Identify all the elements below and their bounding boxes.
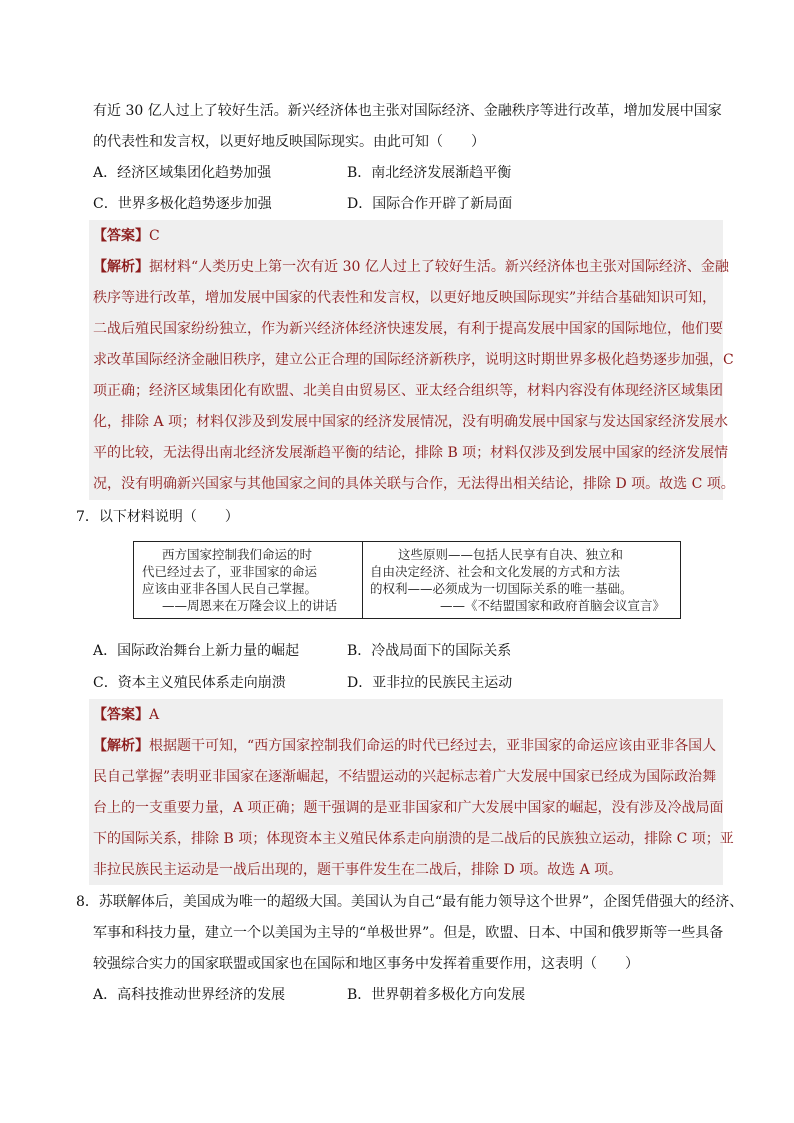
q8-option-a: A．高科技推动世界经济的发展 <box>93 987 286 1003</box>
answer-value: A <box>149 707 160 723</box>
q7-option-a: A．国际政治舞台上新力量的崛起 <box>93 643 300 659</box>
q6-analysis-line-1: 【解析】据材料“人类历史上第一次有近 30 亿人过上了较好生活。新兴经济体也主张对国际经济、金融 <box>93 259 729 275</box>
answer-tag: 【答案】 <box>93 707 149 723</box>
q6-option-c: C．世界多极化趋势逐步加强 <box>93 196 272 212</box>
quote-right-line-3: 的权利——必须成为一切国际关系的唯一基础。 <box>370 581 633 596</box>
q6-answer <box>93 226 160 246</box>
answer-value: C <box>149 228 160 244</box>
quote-right-line-2: 自由决定经济、社会和文化发展的方式和方法 <box>370 564 621 579</box>
q8-option-b: B．世界朝着多极化方向发展 <box>347 987 526 1003</box>
q8-stem-line-1: 8．苏联解体后，美国成为唯一的超级大国。美国认为自己“最有能力领导这个世界”，企图凭借强大的经济、 <box>76 894 744 910</box>
quote-right-line-1: 这些原则——包括人民享有自决、独立和 <box>398 547 624 562</box>
analysis-tag: 【解析】 <box>93 259 149 275</box>
q6-analysis-line-3: 二战后殖民国家纷纷独立，作为新兴经济体经济快速发展，有利于提高发展中国家的国际地位，他们要 <box>93 321 723 337</box>
q7-option-b: B．冷战局面下的国际关系 <box>347 643 512 659</box>
quote-left-line-2: 代已经过去了，亚非国家的命运 <box>142 564 318 579</box>
q7-analysis-line-1: 【解析】根据题干可知，“西方国家控制我们命运的时代已经过去，亚非国家的命运应该由亚非各国人 <box>93 738 717 754</box>
q7-analysis-line-2: 民自己掌握”表明亚非国家在逐渐崛起，不结盟运动的兴起标志着广大发展中国家已经成为国际政治舞 <box>93 769 717 785</box>
q7-option-d: D．亚非拉的民族民主运动 <box>347 675 513 691</box>
answer-tag: 【答案】 <box>93 228 149 244</box>
q7-answer-block <box>89 699 734 885</box>
q8-stem-line-2: 军事和科技力量，建立一个以美国为主导的“单极世界”。但是，欧盟、日本、中国和俄罗斯等一些具备 <box>93 925 724 941</box>
quote-left-line-3: 应该由亚非各国人民自己掌握。 <box>142 581 318 596</box>
q6-analysis-line-5: 项正确；经济区域集团化有欧盟、北美自由贸易区、亚太经合组织等，材料内容没有体现经济区域集团 <box>93 383 723 399</box>
q7-analysis-line-3: 台上的一支重要力量，A 项正确；题干强调的是亚非国家和广大发展中国家的崛起，没有涉及冷战局面 <box>93 800 724 816</box>
q7-analysis-line-5: 非拉民族民主运动是一战后出现的，题干事件发生在二战后，排除 D 项。故选 A 项。 <box>93 862 623 878</box>
q7-analysis-line-4: 下的国际关系，排除 B 项；体现资本主义殖民体系走向崩溃的是二战后的民族独立运动，排除 C 项；亚 <box>93 831 734 847</box>
quote-divider <box>362 542 363 618</box>
q7-answer <box>93 705 159 725</box>
q7-quote-table <box>133 541 681 619</box>
q6-stem-line-2: 的代表性和发言权，以更好地反映国际现实。由此可知（ ） <box>93 134 485 150</box>
q6-analysis-line-6: 化，排除 A 项；材料仅涉及到发展中国家的经济发展情况，没有明确发展中国家与发达国家经济发展水 <box>93 414 729 430</box>
q6-option-b: B．南北经济发展渐趋平衡 <box>347 165 512 181</box>
q6-analysis-line-8: 况，没有明确新兴国家与其他国家之间的具体关联与合作，无法得出相关结论，排除 D 项。故选 C 项。 <box>93 476 735 492</box>
q7-option-c: C．资本主义殖民体系走向崩溃 <box>93 675 286 691</box>
q6-analysis-line-2: 秩序等进行改革，增加发展中国家的代表性和发言权，以更好地反映国际现实”并结合基础知识可知， <box>93 290 717 306</box>
q6-option-d: D．国际合作开辟了新局面 <box>347 196 513 212</box>
q6-answer-block <box>89 220 735 500</box>
q7-stem: 7．以下材料说明（ ） <box>76 509 239 525</box>
q8-stem-line-3: 较强综合实力的国家联盟或国家也在国际和地区事务中发挥着重要作用，这表明（ ） <box>93 956 639 972</box>
q6-stem-line-1: 有近 30 亿人过上了较好生活。新兴经济体也主张对国际经济、金融秩序等进行改革，增加发展中国家 <box>93 103 722 119</box>
q6-analysis-line-7: 平的比较，无法得出南北经济发展渐趋平衡的结论，排除 B 项；材料仅涉及到发展中国家的经济发展情 <box>93 445 729 461</box>
quote-right-line-4: ——《不结盟国家和政府首脑会议宣言》 <box>440 598 666 613</box>
q6-option-a: A．经济区域集团化趋势加强 <box>93 165 272 181</box>
q6-analysis-line-4: 求改革国际经济金融旧秩序，建立公正合理的国际经济新秩序，说明这时期世界多极化趋势逐步加强，C <box>93 352 734 368</box>
quote-left-line-1: 西方国家控制我们命运的时 <box>162 547 313 562</box>
analysis-tag: 【解析】 <box>93 738 149 754</box>
quote-left-line-4: ——周恩来在万隆会议上的讲话 <box>162 598 338 613</box>
